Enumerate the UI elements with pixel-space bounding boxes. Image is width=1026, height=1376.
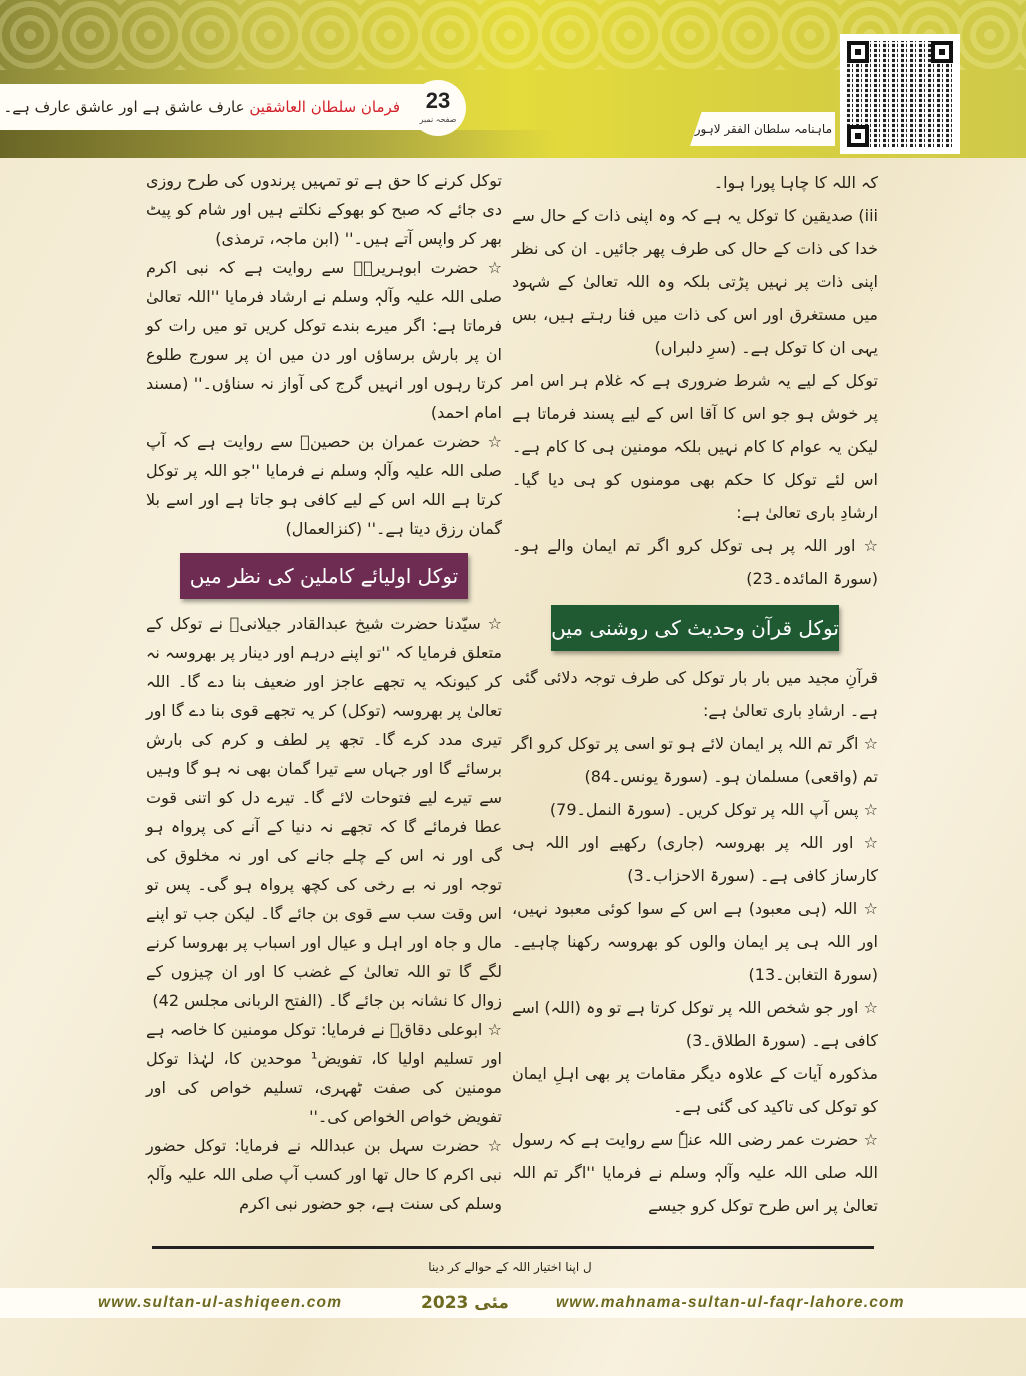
paragraph: ☆ اگر تم اللہ پر ایمان لائے ہو تو اسی پر توکل کرو اگر تم (واقعی) مسلمان ہو۔ (سورۃ یونس۔84)	[512, 734, 878, 786]
paragraph: ☆ اور اللہ پر ہی توکل کرو اگر تم ایمان والے ہو۔ (سورۃ المائدہ۔23)	[512, 536, 878, 588]
section-heading-awliya: توکل اولیائے کاملین کی نظر میں	[180, 553, 468, 599]
qr-finder	[847, 41, 869, 63]
paragraph: قرآنِ مجید میں بار بار توکل کی طرف توجہ دلائی گئی ہے۔ ارشادِ باری تعالیٰ ہے:	[512, 668, 878, 720]
left-column	[146, 166, 502, 1240]
paragraph: ☆ حضرت ابوہریرہؓ سے روایت ہے کہ نبی اکرم صلی اللہ علیہ وآلہٖ وسلم نے ارشاد فرمایا ''اللہ تعالیٰ فرماتا ہے: اگر میرے بندے توکل کریں تو میں رات کو ان پر بارش برساؤں اور دن میں ان پر سورج طلوع کرتا رہوں اور انہیں گرج کی آواز نہ سناؤں۔'' (مسند امام احمد)	[146, 258, 502, 422]
issue-date: مئی 2023	[421, 1293, 509, 1313]
footnote-divider	[152, 1246, 874, 1249]
qr-code-icon	[840, 34, 960, 154]
footer-url-right[interactable]: www.mahnama-sultan-ul-faqr-lahore.com	[556, 1294, 905, 1311]
farman-quote: عارف عاشق ہے اور عاشق عارف ہے۔	[3, 98, 245, 116]
paragraph: توکل کے لیے یہ شرط ضروری ہے کہ غلام ہر اس امر پر خوش ہو جو اس کا آقا اس کے لیے پسند فرماتا ہے لیکن یہ عوام کا کام نہیں بلکہ مومنین ہی کا کام ہے۔ اس لئے توکل کا حکم بھی مومنوں کو ہی دیا گیا۔ ارشادِ باری تعالیٰ ہے:	[512, 371, 878, 522]
qr-finder	[931, 41, 953, 63]
footer-url-left[interactable]: www.sultan-ul-ashiqeen.com	[98, 1294, 343, 1311]
header-shade	[0, 130, 560, 158]
paragraph: ☆ اللہ (ہی معبود) ہے اس کے سوا کوئی معبود نہیں، اور اللہ ہی پر ایمان والوں کو بھروسہ رکھنا چاہیے۔ (سورۃ التغابن۔13)	[512, 899, 878, 984]
paragraph: کہ اللہ کا چاہا پورا ہوا۔	[713, 173, 878, 192]
paragraph: ☆ حضرت عمر رضی اللہ عنہٗ سے روایت ہے کہ رسول اللہ صلی اللہ علیہ وآلہٖ وسلم نے فرمایا ''اگر تم اللہ تعالیٰ پر اس طرح توکل کرو جیسے	[512, 1130, 878, 1215]
farman-label: فرمان سلطان العاشقین	[249, 98, 400, 116]
paragraph: ☆ حضرت سہل بن عبداللہ نے فرمایا: توکل حضور نبی اکرم کا حال تھا اور کسب آپ صلی اللہ علیہ وآلہٖ وسلم کی سنت ہے، جو حضور نبی اکرم	[146, 1136, 502, 1213]
paragraph: ☆ سیّدنا حضرت شیخ عبدالقادر جیلانیؓ نے توکل کے متعلق فرمایا کہ ''تو اپنے درہم اور دینار پر بھروسہ نہ کر کیونکہ یہ تجھے عاجز اور ضعیف بنا دے گا۔ اللہ تعالیٰ پر بھروسہ (توکل) کر یہ تجھے قوی بنا دے گا اور تیری مدد کرے گا۔ تجھ پر لطف و کرم کی بارش برسائے گا اور جہاں سے تیرا گمان بھی نہ ہو گا وہیں سے تیرے لیے فتوحات لائے گا۔ تیرے دل کو اتنی قوت عطا فرمائے گا کہ تجھے نہ دنیا کے آنے کی پرواہ ہو گی اور نہ اس کے چلے جانے کی اور نہ مخلوق کی توجہ اور نہ بے رخی کی کچھ پرواہ ہو گی۔ پس تو اس وقت سب سے قوی بن جائے گا۔ لیکن جب تو اپنے مال و جاہ اور اہل و عیال اور اسباب پر بھروسا کرنے لگے گا تو اللہ تعالیٰ کے غضب کا اور ان چیزوں کے زوال کا نشانہ بن جائے گا۔ (الفتح الربانی مجلس 42)	[146, 614, 502, 1010]
paragraph: ☆ حضرت عمران بن حصینؓ سے روایت ہے کہ آپ صلی اللہ علیہ وآلہٖ وسلم نے فرمایا ''جو اللہ پر توکل کرتا ہے اللہ اس کے لیے کافی ہو جاتا ہے اور اسے بلا گمان رزق دیتا ہے۔'' (کنزالعمال)	[146, 432, 502, 538]
page-number: 23	[425, 88, 451, 113]
qr-finder	[847, 125, 869, 147]
page-number-label: صفحہ نمبر	[419, 115, 457, 124]
paragraph: ☆ ابوعلی دقاقؒ نے فرمایا: توکل مومنین کا خاصہ ہے اور تسلیم اولیا کا، تفویض¹ موحدین کا، لہٰذا توکل مومنین کی صفت ٹھہری، تسلیم خواص کی اور تفویض خواص الخواص کی۔''	[146, 1020, 502, 1126]
magazine-logo: ماہنامہ سلطان الفقر لاہور	[694, 122, 832, 136]
paragraph: ☆ اور جو شخص اللہ پر توکل کرتا ہے تو وہ (اللہ) اسے کافی ہے۔ (سورۃ الطلاق۔3)	[512, 998, 878, 1050]
page-number-badge	[410, 80, 466, 136]
paragraph: مذکورہ آیات کے علاوہ دیگر مقامات پر بھی اہلِ ایمان کو توکل کی تاکید کی گئی ہے۔	[512, 1064, 878, 1116]
footnote: ل اپنا اختیار اللہ کے حوالے کر دینا	[428, 1260, 592, 1274]
paragraph: ☆ اور اللہ پر بھروسہ (جاری) رکھیے اور اللہ ہی کارساز کافی ہے۔ (سورۃ الاحزاب۔3)	[512, 833, 878, 885]
farman-text	[3, 92, 400, 122]
paragraph: ☆ پس آپ اللہ پر توکل کریں۔ (سورۃ النمل۔79)	[549, 800, 878, 819]
section-heading-quran-hadith: توکل قرآن وحدیث کی روشنی میں	[551, 605, 839, 651]
paragraph: توکل کرنے کا حق ہے تو تمہیں پرندوں کی طرح روزی دی جائے کہ صبح کو بھوکے نکلتے ہیں اور شام کو پیٹ بھر کر واپس آتے ہیں۔'' (ابن ماجہ، ترمذی)	[146, 171, 502, 248]
right-column	[512, 166, 878, 1240]
paragraph: iii) صدیقین کا توکل یہ ہے کہ وہ اپنی ذات کے حال سے خدا کی ذات کے حال کی طرف پھر جائیں۔ ان کی نظر اپنی ذات پر نہیں پڑتی بلکہ وہ اللہ تعالیٰ کے شہود میں مستغرق اور اس کی ذات میں فنا رہتے ہیں، بس یہی ان کا توکل ہے۔ (سرِ دلبراں)	[512, 206, 878, 357]
